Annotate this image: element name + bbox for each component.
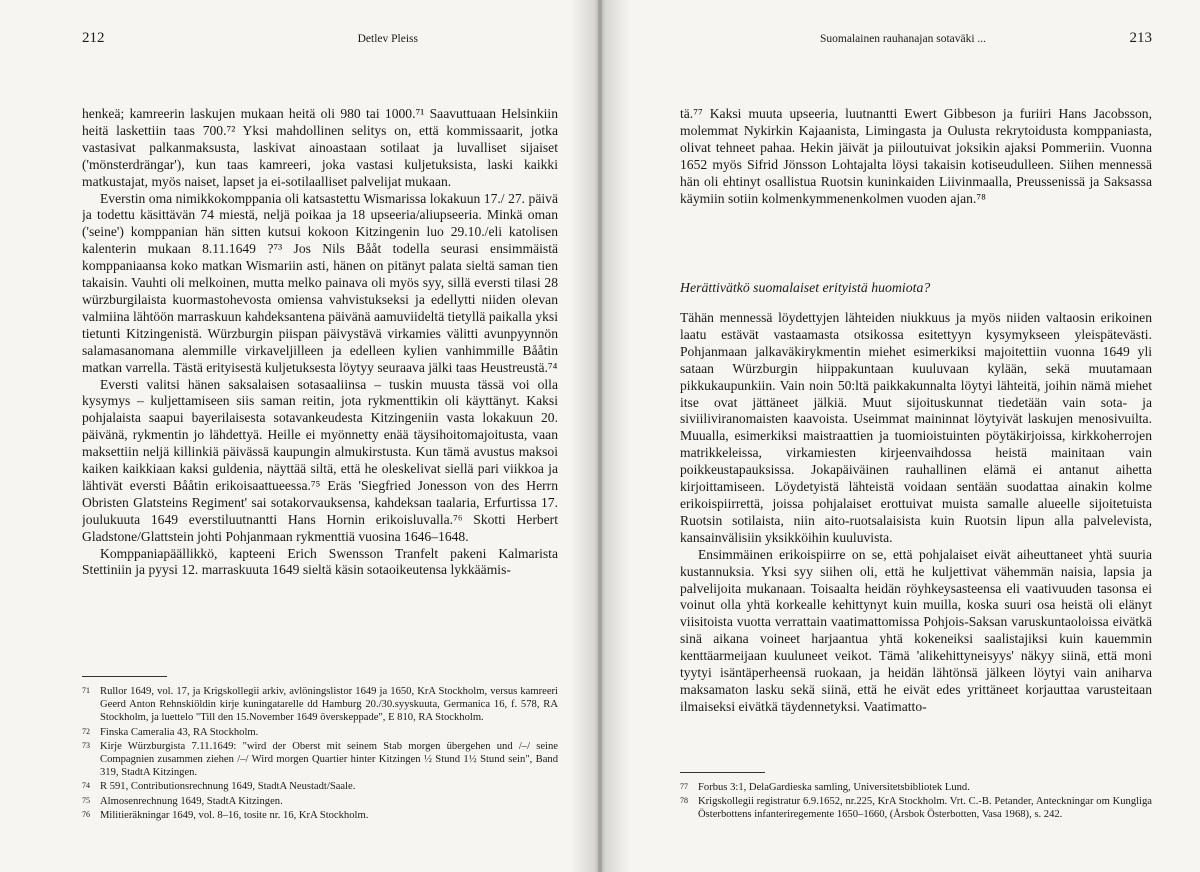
footnote-text: Forbus 3:1, DelaGardieska samling, Universitetsbibliotek Lund.: [698, 782, 970, 793]
footnote: [82, 726, 558, 739]
footnote-number: 77: [680, 782, 688, 791]
right-page-header: [680, 30, 1152, 54]
footnote-text: Krigskollegii registratur 6.9.1652, nr.225, KrA Stockholm. Vrt. C.-B. Petander, Anteckningar om Kungliga Österbottens infanteriregemente 1650–1660, (Årsbok Österbotten, Vasa 1968), s. 242.: [698, 796, 1152, 821]
footnote: [82, 685, 558, 725]
footnote-number: 75: [82, 795, 90, 805]
right-page: [602, 0, 1200, 872]
footnote-text: Rullor 1649, vol. 17, ja Krigskollegii arkiv, avlöningslistor 1649 ja 1650, KrA Stockholm, versus kamreeri Geerd Anton Rehnskiöldin kirje kuningatarelle dd Hamburg 20./30.syyskuuta, Germanica 16, f. 578, RA Stockholm, ja luettelo "Till den 15.November 1649 överskeppade", E 810, RA Stockholm.: [100, 686, 558, 724]
left-page-header: [82, 30, 558, 54]
footnote-number: 71: [82, 686, 90, 695]
footnote-number: 73: [82, 740, 90, 750]
footnote-number: 78: [680, 796, 688, 806]
footnote-text: R 591, Contributionsrechnung 1649, StadtA Neustadt/Saale.: [100, 781, 356, 793]
page-number: 212: [82, 30, 105, 46]
footnote-number: 76: [82, 809, 90, 819]
footnote-number: 74: [82, 781, 90, 791]
right-footnotes: [680, 772, 1152, 823]
footnote-text: Almosenrechnung 1649, StadtA Kitzingen.: [100, 795, 283, 807]
footnote: [82, 780, 558, 793]
right-page-body: [680, 310, 1152, 770]
running-head: Suomalainen rauhanajan sotaväki ...: [820, 33, 987, 45]
paragraph: henkeä; kamreerin laskujen mukaan heitä oli 980 tai 1000.⁷¹ Saavuttuaan Helsinkiin heitä laskettiin taas 700.⁷² Yksi mahdollinen selitys on, että kommissaarit, jotka vastasivat palkanmaksusta, laskivat ainoastaan sotilaat ja luvalliset sijaiset ('mönsterdrängar'), kun taas kamreeri, joka vastasi kuljetuksista, laski kaikki matkustajat, myös naiset, lapset ja ei-sotilaalliset palvelijat mukaan.: [82, 106, 558, 189]
footnote-rule: [680, 772, 765, 773]
footnote-number: 72: [82, 726, 90, 736]
paragraph: Ensimmäinen erikoispiirre on se, että pohjalaiset eivät aiheuttaneet yhtä suuria kustannuksia. Yksi syy siihen oli, että he kuljettivat vähemmän naisia, lapsia ja palvelijoita mukanaan. Toisaalta heidän röyhkeysasteensa eli vaativuuden tasonsa ei voinut olla yhtä korkealle kehittynyt kuin muilla, koska suuri osa heistä oli elänyt viisitoista vuotta verrattain vaatimattomissa Pohjois-Saksan varuskuntaoloissa eivätkä sinä aikana voineet harjaantua yhtä kokeneiksi saalistajiksi kuin kauemmin kenttäarmeijaan kuuluneet veikot. Tämä 'alikehittyneisyys' näkyy siinä, että moni tyytyi isäntäperheensä ruokaan, ja heidän lähtönsä jälkeen löytyi vain aniharva maksamaton lasku sekä siinä, että he eivät edes yrittäneet korjauttaa varusteitaan ilmaiseksi eivätkä täydennetyksi. Vaatimatto-: [680, 546, 1152, 714]
left-footnotes: [82, 676, 558, 823]
footnote: [82, 740, 558, 780]
footnote-text: Kirje Würzburgista 7.11.1649: "wird der Oberst mit seinem Stab morgen übergehen und /–/ seine Compagnien zusammen ziehen /–/ Wird morgen Quartier hinter Kitzingen ½ Stund 1½ Stund sein", Band 319, StadtA Kitzingen.: [100, 740, 558, 779]
footnote-rule: [82, 676, 167, 677]
footnote: [82, 795, 558, 808]
footnote-text: Militieräkningar 1649, vol. 8–16, tosite nr. 16, KrA Stockholm.: [100, 809, 369, 821]
right-page-top-text: [680, 106, 1152, 256]
footnote: [680, 795, 1152, 821]
section-heading: Herättivätkö suomalaiset erityistä huomiota?: [680, 280, 931, 295]
paragraph: tä.⁷⁷ Kaksi muuta upseeria, luutnantti Ewert Gibbeson ja furiiri Hans Jacobsson, molemmat Nykirkin Kajaanista, Limingasta ja Oulusta rekrytoidusta komppaniasta, olivat tehneet pahaa. Hekin jäivät ja piiloutuivat joksikin ajaksi Pommeriin. Vuonna 1652 myös Sifrid Jönsson Lohtajalta löysi takaisin kotiseudulleen. Siihen mennessä hän oli ehtinyt osallistua Ruotsin kuninkaiden Liivinmaalla, Preussenissä ja Saksassa käymiin sotiin kolmenkymmenenkolmen vuoden ajan.⁷⁸: [680, 106, 1152, 206]
page-number: 213: [1129, 30, 1152, 46]
footnote-text: Finska Cameralia 43, RA Stockholm.: [100, 726, 259, 738]
left-page: [0, 0, 598, 872]
running-head: Detlev Pleiss: [357, 33, 418, 45]
paragraph: Komppaniapäällikkö, kapteeni Erich Swensson Tranfelt pakeni Kalmarista Stettiniin ja pyysi 12. marraskuuta 1649 sieltä käsin sotaoikeutensa lykkäämis-: [82, 545, 558, 578]
footnote: [680, 781, 1152, 794]
paragraph: Eversti valitsi hänen saksalaisen sotasaaliinsa – tuskin muusta tässä voi olla kysymys – kuljettamiseen siis saman reitin, jota rykmenttikin oli käyttänyt. Kaksi pohjalaista saapui bayerilaisesta sotavankeudesta Kitzingeniin vasta lokakuun 20. päivänä, rykmentin jo lähdettyä. Heille ei myönnetty enää täysihoitomajoitusta, vaan maksettiin neljä killinkiä päivässä kaupungin almukirstusta. Kun tämä avustus maksoi kaiken kaikkiaan kaksi guldenia, näyttää siltä, että he oleskelivat siellä pari viikkoa ja lähtivät eversti Bååtin erikoisaattueessa.⁷⁵ Eräs 'Siegfried Jonesson von des Herrn Obristen Glatsteins Regiment' sai sotakorvauksensa, kahdeksan taalaria, Erfurtissa 17. joulukuuta 1649 everstiluutnantti Hans Hornin erikoisluvalla.⁷⁶ Skotti Herbert Gladstone/Glattstein johti Pohjanmaan rykmenttiä vuosina 1646–1648.: [82, 376, 558, 544]
left-page-body: [82, 106, 558, 672]
paragraph: Tähän mennessä löydettyjen lähteiden niukkuus ja myös niiden valtaosin erikoinen laatu estävät vastaamasta otsikossa esitettyyn kysymykseen yleispätevästi. Pohjanmaan jalkaväkirykmentin miehet esimerkiksi majoitettiin vuonna 1649 yli sataan Würzburgin hiippakuntaan kuuluvaan kylään, sekä muutamaan pikkukaupunkiin. Vain noin 50:ltä paikkakunnalta löytyi lähteitä, joihin nämä miehet itse ovat jättäneet jälkiä. Muut sijoituskunnat tiedetään vain sota- ja siviiliviranomaisten kaavoista. Useimmat maininnat löytyivät laskujen menosivuilta. Muualla, esimerkiksi maistraattien ja tuomioistuinten pöytäkirjoissa, kirkkoherrojen matrikkeleissa, virkamiesten kirjeenvaihdossa heistä mainitaan vain poikkeustapauksissa. Jokapäiväinen rauhallinen elämä ei antanut aihetta kirjoittamiseen. Löydetyistä lähteistä voidaan sentään suodattaa ainakin kolme erikoispiirrettä, joissa pohjalaiset erottuivat muista samalle alueelle sijoitetuista Ruotsin sotilaista, niin aito-ruotsalaisista kuin Ruotsin lipun alla palvelevista, kansainvälisiin yksikköihin kuuluvista.: [680, 310, 1152, 545]
paragraph: Everstin oma nimikkokomppania oli katsastettu Wismarissa lokakuun 17./ 27. päivä ja todettu käsittävän 74 miestä, neljä poikaa ja 18 upseeria/aliupseeria. Minkä oman ('seine') komppanian hän sitten kutsui kokoon Kitzingenin luo 29.10./eli katolisen kalenterin mukaan 8.11.1649 ?⁷³ Jos Nils Bååt todella seurasi ensimmäistä komppaniaansa koko matkan Wismariin asti, hänen on pitänyt palata sieltä saman tien takaisin. Vauhti oli melkoinen, mutta melko painava oli myös syy, sillä eversti tilasi 28 würzburgilaista kuormastohevosta omiensa vahvistukseksi ja edellytti niiden olevan valmiina lähtöön marraskuun kahdeksantena päivänä aamuviideltä tietyllä paikalla yksi tietunti Kitzingenistä. Würzburgin piispan päivystävä virkamies välitti avunpyynnön salamasanomana alemmille virkaveljilleen ja edelleen kylien vanhimmille Bååtin matkan varrella. Tästä erityisestä kuljetuksesta löytyy seuraava jälki taas Heustreustä.⁷⁴: [82, 190, 558, 375]
footnote: [82, 809, 558, 822]
